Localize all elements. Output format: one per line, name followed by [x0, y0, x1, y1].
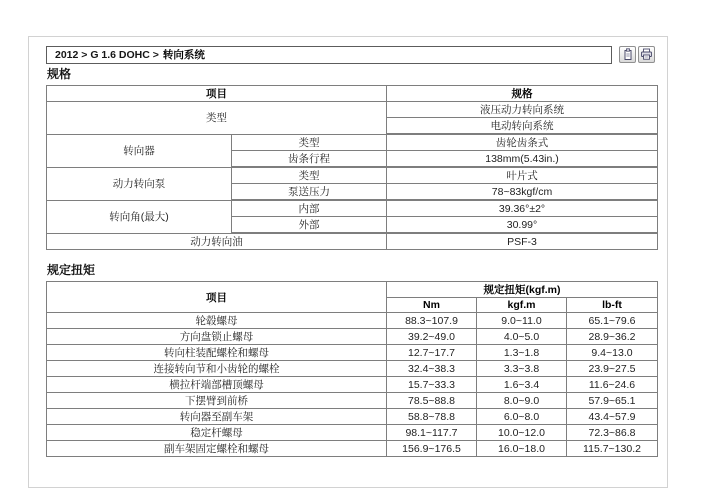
- spec-value: 叶片式: [387, 167, 658, 184]
- torque-header-row: [47, 282, 658, 298]
- spec-subitem: 类型: [232, 167, 387, 184]
- page-content: [29, 37, 667, 457]
- torque-item: 转向柱装配螺栓和螺母: [47, 345, 387, 361]
- torque-kgfm: 9.0~11.0: [477, 313, 567, 329]
- torque-kgfm: 3.3~3.8: [477, 361, 567, 377]
- spec-table: [46, 85, 658, 250]
- torque-kgfm: 4.0~5.0: [477, 329, 567, 345]
- printer-icon: [640, 48, 653, 61]
- table-row: [47, 102, 658, 118]
- torque-item: 下摆臂到前桥: [47, 393, 387, 409]
- spec-item-angle: 转向角(最大): [47, 200, 232, 233]
- section-title-torque: 规定扭矩: [47, 263, 96, 277]
- torque-lbft: 28.9~36.2: [567, 329, 658, 345]
- torque-unit-lbft: lb-ft: [567, 298, 658, 313]
- torque-lbft: 23.9~27.5: [567, 361, 658, 377]
- torque-lbft: 43.4~57.9: [567, 409, 658, 425]
- torque-lbft: 65.1~79.6: [567, 313, 658, 329]
- torque-nm: 15.7~33.3: [387, 377, 477, 393]
- spec-subitem: 内部: [232, 200, 387, 217]
- spec-value: 30.99°: [387, 217, 658, 234]
- torque-nm: 78.5~88.8: [387, 393, 477, 409]
- torque-kgfm: 6.0~8.0: [477, 409, 567, 425]
- torque-item: 方向盘锁止螺母: [47, 329, 387, 345]
- table-row: [47, 425, 658, 441]
- torque-lbft: 9.4~13.0: [567, 345, 658, 361]
- spec-subitem: 齿条行程: [232, 151, 387, 168]
- table-row: [47, 233, 658, 250]
- table-row: [47, 441, 658, 457]
- table-row: [47, 393, 658, 409]
- spec-value: 138mm(5.43in.): [387, 151, 658, 168]
- table-row: [47, 329, 658, 345]
- torque-table: [46, 281, 658, 457]
- document-button[interactable]: [619, 46, 636, 63]
- table-row: [47, 200, 658, 217]
- spec-subitem: 泵送压力: [232, 184, 387, 201]
- torque-kgfm: 1.3~1.8: [477, 345, 567, 361]
- table-row: [47, 313, 658, 329]
- torque-kgfm: 8.0~9.0: [477, 393, 567, 409]
- torque-item: 转向器至副车架: [47, 409, 387, 425]
- torque-unit-nm: Nm: [387, 298, 477, 313]
- torque-nm: 88.3~107.9: [387, 313, 477, 329]
- torque-lbft: 11.6~24.6: [567, 377, 658, 393]
- spec-value: 齿轮齿条式: [387, 134, 658, 151]
- table-row: [47, 345, 658, 361]
- page-frame: [28, 36, 668, 488]
- spec-item-fluid: 动力转向油: [47, 233, 387, 250]
- table-row: [47, 361, 658, 377]
- table-row: [47, 409, 658, 425]
- torque-item: 副车架固定螺栓和螺母: [47, 441, 387, 457]
- breadcrumb: [46, 46, 612, 64]
- torque-lbft: 115.7~130.2: [567, 441, 658, 457]
- torque-unit-kgfm: kgf.m: [477, 298, 567, 313]
- top-bar: [46, 45, 655, 64]
- spec-value: 39.36°±2°: [387, 200, 658, 217]
- spec-subitem: 类型: [232, 134, 387, 151]
- spec-value: 电动转向系统: [387, 118, 658, 135]
- spec-header-spec: 规格: [387, 86, 658, 102]
- spec-value: 78~83kgf/cm: [387, 184, 658, 201]
- torque-nm: 156.9~176.5: [387, 441, 477, 457]
- torque-nm: 32.4~38.3: [387, 361, 477, 377]
- table-row: [47, 134, 658, 151]
- table-row: [47, 377, 658, 393]
- torque-kgfm: 1.6~3.4: [477, 377, 567, 393]
- torque-header-group: 规定扭矩(kgf.m): [387, 282, 658, 298]
- section-title-spec: 规格: [47, 67, 72, 81]
- breadcrumb-current: 转向系统: [162, 49, 205, 61]
- document-icon: [622, 48, 634, 61]
- torque-item: 稳定杆螺母: [47, 425, 387, 441]
- spec-item-type: 类型: [47, 102, 387, 135]
- torque-item: 连接转向节和小齿轮的螺栓: [47, 361, 387, 377]
- spec-header-item: 项目: [47, 86, 387, 102]
- spec-item-gear: 转向器: [47, 134, 232, 167]
- torque-item: 轮毂螺母: [47, 313, 387, 329]
- torque-item: 横拉杆端部槽顶螺母: [47, 377, 387, 393]
- torque-lbft: 72.3~86.8: [567, 425, 658, 441]
- torque-nm: 98.1~117.7: [387, 425, 477, 441]
- spec-value: PSF-3: [387, 233, 658, 250]
- torque-header-item: 项目: [47, 282, 387, 313]
- spec-header-row: [47, 86, 658, 102]
- spec-item-pump: 动力转向泵: [47, 167, 232, 200]
- torque-nm: 58.8~78.8: [387, 409, 477, 425]
- torque-lbft: 57.9~65.1: [567, 393, 658, 409]
- print-button[interactable]: [638, 46, 655, 63]
- torque-kgfm: 16.0~18.0: [477, 441, 567, 457]
- torque-nm: 39.2~49.0: [387, 329, 477, 345]
- spec-subitem: 外部: [232, 217, 387, 234]
- torque-kgfm: 10.0~12.0: [477, 425, 567, 441]
- torque-nm: 12.7~17.7: [387, 345, 477, 361]
- table-row: [47, 167, 658, 184]
- breadcrumb-path: 2012 > G 1.6 DOHC >: [55, 48, 159, 61]
- spec-value: 液压动力转向系统: [387, 102, 658, 118]
